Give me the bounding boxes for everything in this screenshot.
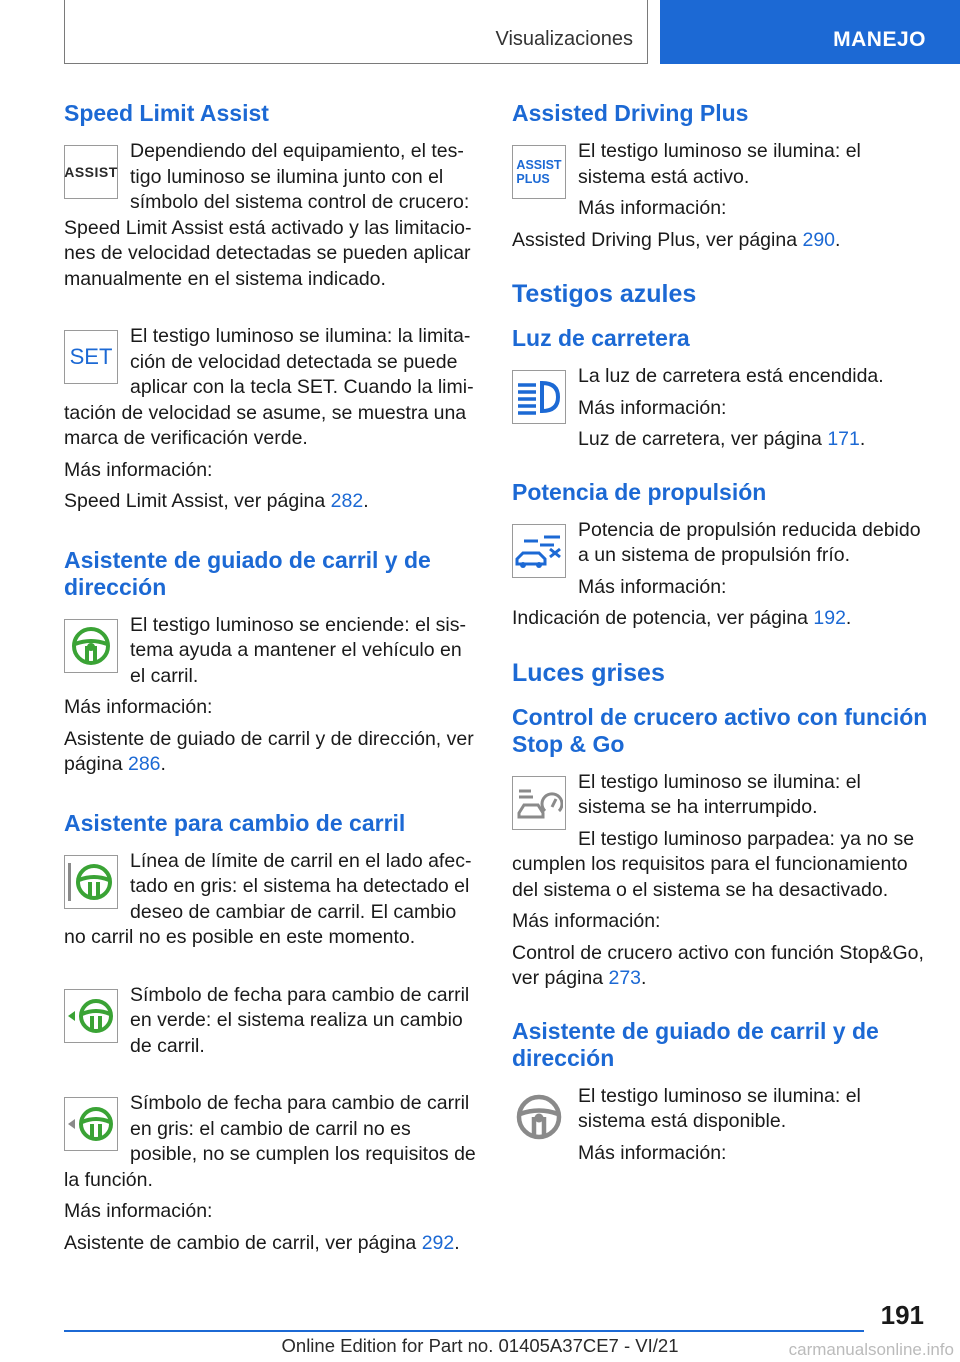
adp-ref-link[interactable]: 290 bbox=[802, 228, 836, 251]
set-icon bbox=[64, 330, 118, 384]
lane-guide2-more: Más información: bbox=[578, 1141, 727, 1164]
lane-change-ref-link[interactable]: 292 bbox=[421, 1231, 455, 1254]
sla-ref: Speed Limit Assist, ver página 282. bbox=[64, 490, 369, 512]
sla-block bbox=[64, 139, 478, 298]
lane-guide-more: Más información: bbox=[64, 696, 213, 718]
heading-speed-limit-assist: Speed Limit Assist bbox=[64, 100, 269, 126]
lane-guide-block bbox=[64, 613, 478, 696]
steering-wheel-grey-icon bbox=[512, 1090, 566, 1144]
lane-change-line-icon bbox=[64, 855, 118, 909]
heading-acc: Control de crucero activo con función Stop & Go bbox=[512, 703, 928, 757]
assist-plus-line2: PLUS bbox=[516, 172, 550, 186]
sla-ref-link[interactable]: 282 bbox=[330, 490, 364, 512]
heading-adp: Assisted Driving Plus bbox=[512, 100, 749, 126]
steering-wheel-green-icon bbox=[64, 619, 118, 673]
power-block bbox=[512, 518, 928, 607]
lane-change-block-3 bbox=[64, 1091, 478, 1199]
acc-block bbox=[512, 770, 928, 910]
high-beam-block bbox=[512, 364, 928, 459]
lane-guide2-text: El testigo luminoso se ilumina: el sistema está disponible. bbox=[578, 1084, 861, 1132]
high-beam-ref-link[interactable]: 171 bbox=[827, 428, 860, 450]
acc-text-2: El testigo luminoso parpadea: ya no se cumplen los requisitos para el funcionamiento del sistema o el sistema se ha desactivado. bbox=[512, 827, 915, 901]
heading-blue-lights: Testigos azules bbox=[512, 280, 697, 308]
heading-lane-change: Asistente para cambio de carril bbox=[64, 809, 406, 836]
header-box bbox=[64, 0, 648, 64]
heading-power: Potencia de propulsión bbox=[512, 478, 767, 505]
sla-more: Más información: bbox=[64, 458, 213, 481]
right-column bbox=[512, 100, 928, 1172]
acc-more: Más información: bbox=[512, 910, 661, 932]
lane-change-block-2 bbox=[64, 983, 478, 1066]
lane-change-text-3: Símbolo de fecha para cambio de carril en gris: el cambio de carril no es posible, no se cumplen los requisitos de la función. bbox=[64, 1092, 476, 1191]
lane-guide-ref: Asistente de guiado de carril y de dirección, ver página 286. bbox=[64, 727, 474, 775]
page-number: 191 bbox=[880, 1300, 924, 1330]
lane-change-text-2: Símbolo de fecha para cambio de carril en verde: el sistema realiza un cambio de carril. bbox=[130, 983, 470, 1057]
heading-lane-guide: Asistente de guiado de carril y de dirección bbox=[64, 546, 431, 600]
assist-icon-label: ASSIST bbox=[64, 164, 118, 180]
acc-ref-link[interactable]: 273 bbox=[608, 967, 642, 989]
lane-guide2-block bbox=[512, 1084, 928, 1173]
power-text: Potencia de propulsión reducida debido a un sistema de propulsión frío. bbox=[578, 518, 921, 566]
adp-ref: Assisted Driving Plus, ver página 290. bbox=[512, 228, 841, 251]
lane-guide-ref-link[interactable]: 286 bbox=[127, 753, 161, 775]
chapter-tab[interactable] bbox=[660, 0, 960, 64]
adp-more: Más información: bbox=[578, 197, 727, 219]
high-beam-icon bbox=[512, 370, 566, 424]
footer-edition: Online Edition for Part no. 01405A37CE7 - VI/21 bbox=[281, 1335, 679, 1356]
high-beam-text: La luz de carretera está encendida. bbox=[578, 365, 884, 387]
sla-text-1: Dependiendo del equipamiento, el testigo luminoso se ilumina junto con el símbolo del sistema control de crucero: Speed Limit Assist está activado y las limitaciones de velocidad detectadas se pueden aplicar manualmente en el sistema indicado. bbox=[64, 140, 472, 290]
watermark: carmanualsonline.info bbox=[788, 1340, 954, 1359]
assist-plus-line1: ASSIST bbox=[516, 158, 562, 172]
high-beam-ref: Luz de carretera, ver página 171. bbox=[578, 428, 866, 450]
power-ref: Indicación de potencia, ver página 192. bbox=[512, 607, 852, 629]
power-more: Más información: bbox=[578, 575, 727, 598]
assist-plus-icon bbox=[512, 145, 566, 199]
lane-change-ref: Asistente de cambio de carril, ver página 292. bbox=[64, 1231, 460, 1254]
chapter-label: MANEJO bbox=[833, 28, 926, 51]
left-column bbox=[64, 100, 478, 1262]
lane-guide-text: El testigo luminoso se enciende: el sistema ayuda a mantener el vehículo en el carril. bbox=[130, 613, 467, 687]
heading-lane-guide-2: Asistente de guiado de carril y de dirección bbox=[512, 1017, 879, 1071]
high-beam-more: Más información: bbox=[578, 396, 727, 419]
acc-text-1: El testigo luminoso se ilumina: el sistema se ha interrumpido. bbox=[578, 770, 861, 818]
lane-change-text-1: Línea de límite de carril en el lado afectado en gris: el sistema ha detectado el deseo de cambiar de carril. El cambio no carril no es posible en este momento. bbox=[64, 849, 472, 948]
propulsion-power-icon bbox=[512, 524, 566, 578]
heading-grey-lights: Luces grises bbox=[512, 658, 665, 687]
lane-change-arrow-grey-icon bbox=[64, 1097, 118, 1151]
power-ref-link[interactable]: 192 bbox=[813, 607, 846, 629]
lane-change-more: Más información: bbox=[64, 1200, 213, 1222]
active-cruise-icon bbox=[512, 776, 566, 830]
acc-ref: Control de crucero activo con función Stop&Go, ver página 273. bbox=[512, 941, 924, 989]
sla-text-2: El testigo luminoso se ilumina: la limitación de velocidad detectada se puede aplicar con la tecla SET. Cuando la limitación de velocidad se asume, se muestra una marca de verificación verde. bbox=[64, 325, 474, 449]
section-title: Visualizaciones bbox=[495, 28, 633, 50]
assist-icon bbox=[64, 145, 118, 199]
lane-change-block-1 bbox=[64, 849, 478, 957]
lane-change-arrow-green-icon bbox=[64, 989, 118, 1043]
heading-high-beam: Luz de carretera bbox=[512, 325, 690, 351]
adp-text: El testigo luminoso se ilumina: el sistema está activo. bbox=[578, 140, 861, 188]
set-block bbox=[64, 324, 478, 458]
footer-divider bbox=[64, 1330, 864, 1332]
adp-block bbox=[512, 139, 928, 228]
set-icon-label: SET bbox=[69, 344, 113, 369]
